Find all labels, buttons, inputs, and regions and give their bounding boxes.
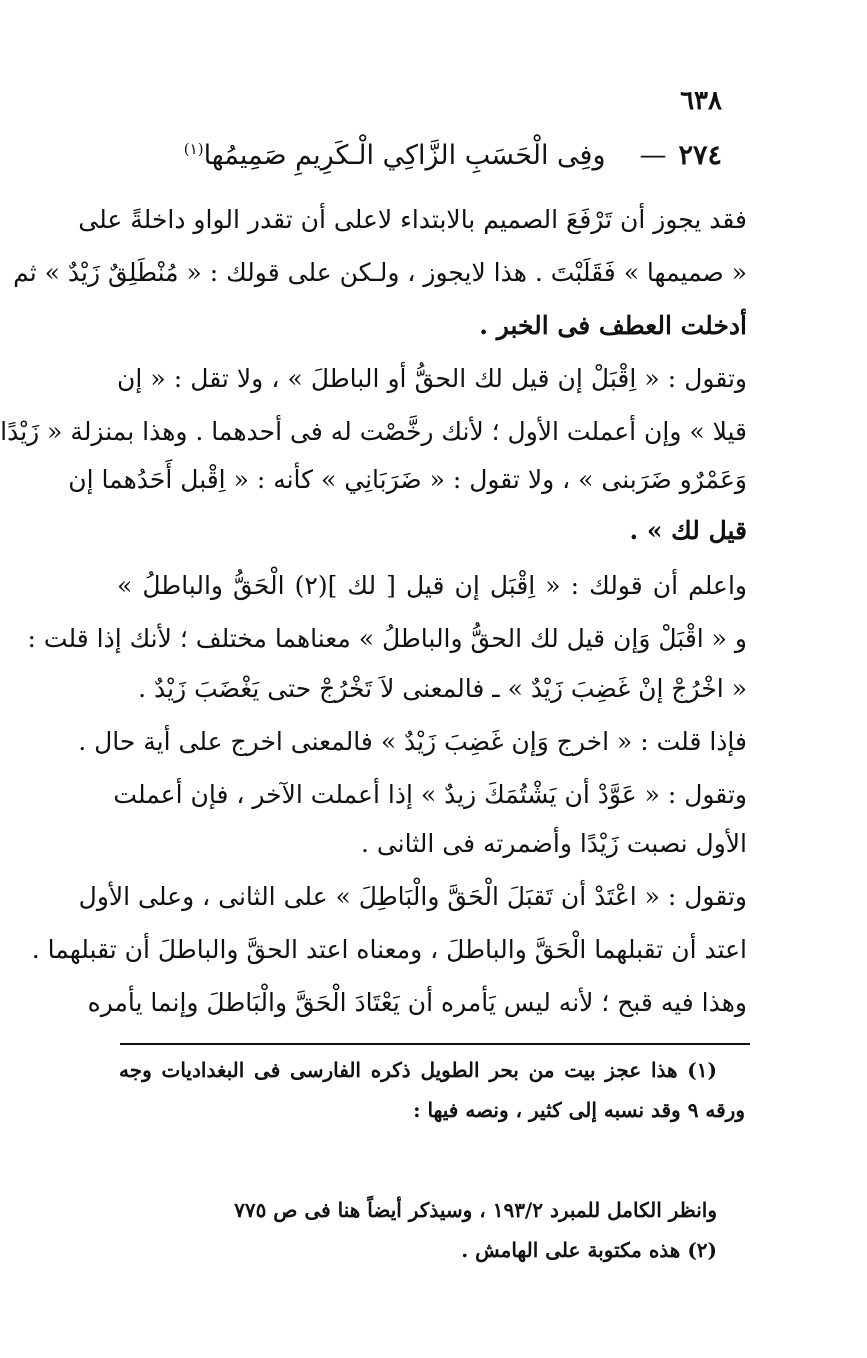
- body-line: فإذا قلت : « اخرج وَإن غَضِبَ زَيْدٌ » فالمعنى اخرج على أية حال .: [78, 727, 747, 756]
- body-line: وتقول : « عَوَّدْ أن يَشْتُمَكَ زيدٌ » إذا أعملت الآخر ، فإن أعملت: [113, 780, 747, 809]
- footnote-ref-1: (١): [183, 140, 204, 158]
- footnote-1-line: وانظر الكامل للمبرد ١٩٣/٢ ، وسيذكر أيضاً هنا فى ص ٧٧٥: [234, 1198, 717, 1222]
- body-line: و « اقْبَلْ وَإن قيل لك الحقُّ والباطلُ » معناهما مختلف ؛ لأنك إذا قلت :: [27, 624, 747, 653]
- body-line: « اخْرُجْ إنْ غَضِبَ زَيْدٌ » ـ فالمعنى لاَ تَخْرُجْ حتى يَغْضَبَ زَيْدٌ .: [138, 674, 747, 703]
- body-line: قيلا » وإن أعملت الأول ؛ لأنك رخَّصْت له فى أحدهما . وهذا بمنزلة « زَيْدًا: [0, 417, 747, 446]
- body-line: أدخلت العطف فى الخبر .: [479, 311, 747, 340]
- body-line: قيل لك » .: [629, 516, 747, 545]
- body-line: اعتد أن تقبلهما الْحَقَّ والباطلَ ، ومعناه اعتد الحقَّ والباطلَ أن تقبلهما .: [31, 935, 747, 964]
- page-number: ٦٣٨: [680, 86, 722, 116]
- body-line: « صميمها » فَقَلَبْتَ . هذا لايجوز ، ولـكن على قولك : « مُنْطَلِقٌ زَيْدٌ » ثم: [13, 258, 747, 287]
- body-line: وَعَمْرٌو ضَرَبنى » ، ولا تقول : « ضَرَبَانِي » كأنه : « اِقْبل أَحَدُهما إن: [68, 465, 747, 494]
- body-line: وتقول : « اعْتَدْ أن تَقبَلَ الْحَقَّ والْبَاطِلَ » على الثانى ، وعلى الأول: [78, 882, 747, 911]
- body-line: واعلم أن قولك : « اِقْبَل إن قيل [ لك ](٢) الْحَقُّ والباطلُ »: [117, 571, 747, 600]
- footnote-1-line: (١) هذا عجز بيت من بحر الطويل ذكره الفارسى فى البغداديات وجه: [119, 1058, 717, 1082]
- body-line: الأول نصبت زَيْدًا وأضمرته فى الثانى .: [360, 829, 747, 858]
- body-line: وتقول : « اِقْبَلْ إن قيل لك الحقُّ أو الباطلَ » ، ولا تقل : « إن: [117, 364, 747, 393]
- verse-dash: —: [639, 140, 667, 171]
- verse-text: وفِى الْحَسَبِ الزَّاكِي الْـكَرِيمِ صَمِيمُها: [203, 140, 606, 171]
- body-line: فقد يجوز أن تَرْفَعَ الصميم بالابتداء لاعلى أن تقدر الواو داخلةً على: [78, 205, 747, 234]
- footnote-1-line: ورقه ٩ وقد نسبه إلى كثير ، ونصه فيها :: [413, 1098, 745, 1122]
- footnote-divider: [120, 1043, 750, 1045]
- body-line: وهذا فيه قبح ؛ لأنه ليس يَأمره أن يَعْتَادَ الْحَقَّ والْبَاطلَ وإنما يأمره: [87, 988, 747, 1017]
- verse-number: ٢٧٤: [678, 140, 722, 171]
- verse-heading: [184, 140, 722, 171]
- footnote-2: (٢) هذه مكتوبة على الهامش .: [461, 1238, 717, 1262]
